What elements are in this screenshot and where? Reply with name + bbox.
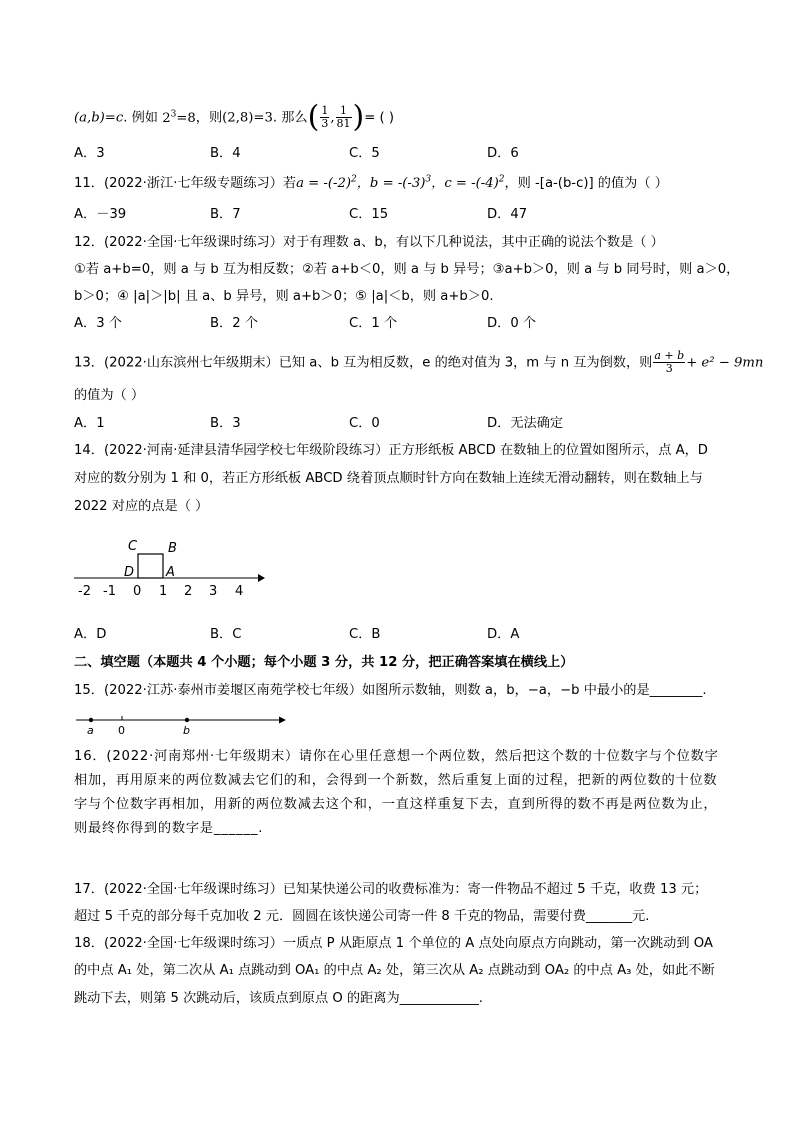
q11-tail: ，则 -[a-(b-c)] 的值为（ ）: [504, 176, 668, 191]
q12-option-b[interactable]: B．2 个: [210, 316, 259, 331]
q13-option-a[interactable]: A．1: [74, 416, 105, 431]
q12-stem: 12．(2022·全国·七年级课时练习）对于有理数 a、b，有以下几种说法，其中正确的说法个数是（ ）: [74, 235, 664, 250]
q14-tick-2: 2: [184, 584, 193, 599]
q10-fraction-2: $\frac{1}{81}$: [336, 104, 351, 130]
q15-number-line-figure: [74, 712, 294, 740]
q15-stem: 15．(2022·江苏·泰州市姜堰区南苑学校七年级）如图所示数轴，则数 a，b，−a，−b 中最小的是________.: [74, 683, 707, 698]
q11-option-d[interactable]: D．47: [487, 207, 528, 222]
q14-stem-1: 14．(2022·河南·延津县清华园学校七年级阶段练习）正方形纸板 ABCD 在数轴上的位置如图所示，点 A，D: [74, 443, 708, 458]
q14-square-abcd: [138, 554, 163, 578]
q13-option-d[interactable]: D．无法确定: [487, 416, 564, 431]
q11-expr-a: $a = -(-2)^2$: [296, 174, 357, 191]
q11-expr-c: ，$c = -(-4)^2$: [431, 174, 505, 191]
q13-option-c[interactable]: C．0: [349, 416, 380, 431]
q14-number-line-figure: [72, 535, 272, 600]
q13-expr: + e² − 9mn: [686, 355, 764, 371]
q10-text2: ，则: [195, 110, 223, 126]
q10-text: . 例如: [123, 110, 158, 126]
q15-axis-arrow-icon: [279, 717, 286, 724]
q14-tick-neg1: -1: [103, 584, 116, 599]
section-2-heading: 二、填空题（本题共 4 个小题；每个小题 3 分，共 12 分，把正确答案填在横线上）: [74, 655, 574, 670]
q10-text3: . 那么: [272, 110, 308, 126]
q10-option-c[interactable]: C．5: [349, 146, 380, 161]
q11-stem: [74, 175, 668, 193]
q10-example: $2^3=8$: [162, 109, 196, 126]
q14-options: [74, 626, 714, 644]
q10-option-d[interactable]: D．6: [487, 146, 519, 161]
q11-option-b[interactable]: B．7: [210, 207, 241, 222]
q14-tick-4: 4: [235, 584, 244, 599]
q13-text: 13．(2022·山东滨州七年级期末）已知 a、b 互为相反数，e 的绝对值为 3，m 与 n 互为倒数，则: [74, 355, 653, 371]
q14-stem-3: 2022 对应的点是（ ）: [74, 499, 209, 514]
q14-tick-3: 3: [209, 584, 218, 599]
q11-option-c[interactable]: C．15: [349, 207, 389, 222]
q11-prefix: 11．(2022·浙江·七年级专题练习）若: [74, 176, 297, 191]
q14-axis-arrow-icon: [258, 574, 265, 582]
q14-label-c: C: [128, 539, 138, 554]
q18-stem-2: 的中点 A₁ 处，第二次从 A₁ 点跳动到 OA₁ 的中点 A₂ 处，第三次从 A₂ 点跳动到 OA₂ 的中点 A₃ 处，如此不断: [74, 963, 715, 978]
q15-point-b: [185, 718, 189, 722]
q12-statements-1: ①若 a+b=0，则 a 与 b 互为相反数；②若 a+b＜0，则 a 与 b 异号；③a+b＞0，则 a 与 b 同号时，则 a＞0，: [74, 262, 740, 277]
q13-options: [74, 415, 714, 433]
q10-example-pair: (2,8)=3: [222, 110, 273, 126]
q13-stem-2: 的值为（ ）: [74, 388, 145, 403]
q11-expr-b: ，$b = -(-3)^3$: [356, 174, 432, 191]
q10-definition-line: (a,b)=c. 例如 $2^3=8$，则(2,8)=3. 那么( $\frac{1}{3}$ , $\frac{1}{81}$ )= ( ): [74, 99, 394, 135]
q18-stem-1: 18．(2022·全国·七年级课时练习）一质点 P 从距原点 1 个单位的 A 点处向原点方向跳动，第一次跳动到 OA: [74, 936, 713, 951]
q14-option-d[interactable]: D．A: [487, 627, 520, 642]
q10-option-b[interactable]: B．4: [210, 146, 241, 161]
q13-option-b[interactable]: B．3: [210, 416, 241, 431]
q12-option-d[interactable]: D．0 个: [487, 316, 537, 331]
q10-tail: = ( ): [364, 110, 394, 126]
q11-options: [74, 206, 714, 224]
q12-option-c[interactable]: C．1 个: [349, 316, 398, 331]
q12-option-a[interactable]: A．3 个: [74, 316, 122, 331]
q14-label-a: A: [166, 565, 175, 580]
q14-option-b[interactable]: B．C: [210, 627, 242, 642]
q13-stem: [74, 350, 763, 375]
q15-label-a: a: [87, 724, 94, 737]
q14-tick-0: 0: [133, 584, 142, 599]
q11-option-a[interactable]: A．－39: [74, 207, 127, 222]
q17-stem-2: 超过 5 千克的部分每千克加收 2 元．圆圆在该快递公司寄一件 8 千克的物品，需要付费_______元.: [74, 909, 650, 924]
q15-point-a: [89, 718, 93, 722]
q12-statements-2: b＞0；④ |a|＞|b| 且 a、b 异号，则 a+b＞0；⑤ |a|＜b，则 a+b＞0.: [74, 289, 494, 304]
q14-tick-neg2: -2: [78, 584, 91, 599]
q14-label-b: B: [168, 541, 177, 556]
q10-def-lhs: (a,b)=c: [74, 110, 124, 126]
q14-label-d: D: [124, 565, 135, 580]
q15-label-0: 0: [118, 724, 125, 737]
q14-tick-1: 1: [159, 584, 168, 599]
q18-stem-3: 跳动下去，则第 5 次跳动后，该质点到原点 O 的距离为____________.: [74, 991, 483, 1006]
q14-stem-2: 对应的数分别为 1 和 0，若正方形纸板 ABCD 绕着顶点顺时针方向在数轴上连续无滑动翻转，则在数轴上与: [74, 471, 703, 486]
q13-fraction: $\frac{a + b}{3}$: [654, 349, 685, 375]
q14-option-c[interactable]: C．B: [349, 627, 381, 642]
q12-options: [74, 315, 714, 333]
q10-option-a[interactable]: A．3: [74, 146, 105, 161]
q10-fraction-1: $\frac{1}{3}$: [321, 104, 329, 130]
q17-stem-1: 17．(2022·全国·七年级课时练习）已知某快递公司的收费标准为：寄一件物品不超过 5 千克，收费 13 元；: [74, 882, 708, 897]
q16-stem: 16．(2022·河南郑州·七年级期末）请你在心里任意想一个两位数，然后把这个数的十位数字与个位数字相加，再用原来的两位数减去它们的和，会得到一个新数，然后重复上面的过程，把新的两位数的十位数字与个位数字再相加，用新的两位数减去这个和，一直这样重复下去，直到所得的数不再是两位数为止，则最终你得到的数字是______.: [74, 749, 719, 836]
q15-label-b: b: [183, 724, 190, 737]
q10-options: [74, 145, 714, 163]
q14-option-a[interactable]: A．D: [74, 627, 107, 642]
